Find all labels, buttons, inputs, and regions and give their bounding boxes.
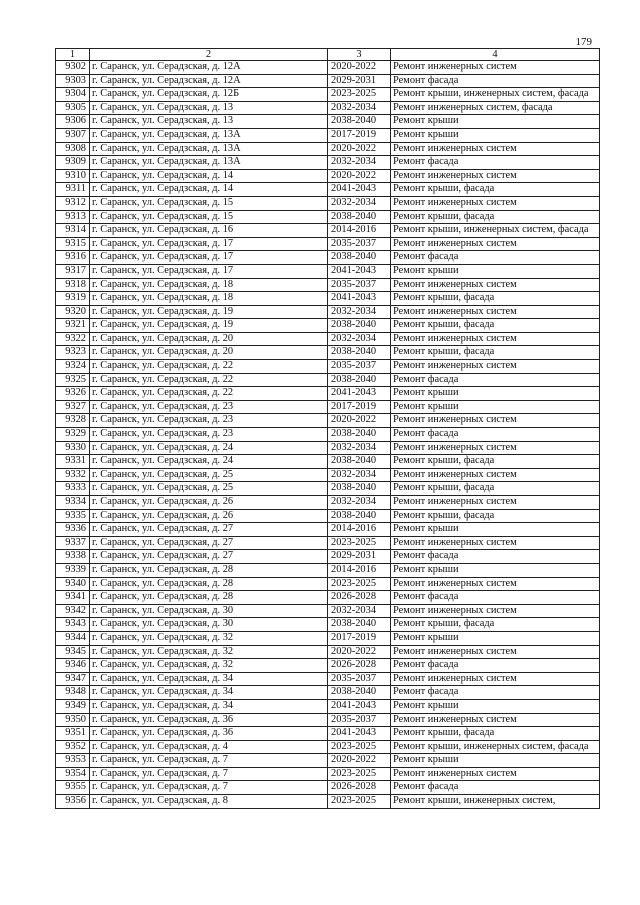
work-type-cell: Ремонт инженерных систем bbox=[391, 237, 600, 251]
address-cell: г. Саранск, ул. Серадзская, д. 27 bbox=[90, 550, 328, 564]
table-row bbox=[56, 373, 600, 387]
table-row bbox=[56, 428, 600, 442]
work-type-cell: Ремонт инженерных систем bbox=[391, 496, 600, 510]
row-number-cell: 9353 bbox=[56, 754, 90, 768]
row-number-cell: 9338 bbox=[56, 550, 90, 564]
address-cell: г. Саранск, ул. Серадзская, д. 30 bbox=[90, 604, 328, 618]
period-cell: 2038-2040 bbox=[328, 115, 391, 129]
address-cell: г. Саранск, ул. Серадзская, д. 27 bbox=[90, 523, 328, 537]
work-type-cell: Ремонт инженерных систем bbox=[391, 536, 600, 550]
table-row bbox=[56, 482, 600, 496]
table-row bbox=[56, 292, 600, 306]
row-number-cell: 9342 bbox=[56, 604, 90, 618]
period-cell: 2041-2043 bbox=[328, 727, 391, 741]
row-number-cell: 9318 bbox=[56, 278, 90, 292]
row-number-cell: 9310 bbox=[56, 169, 90, 183]
row-number-cell: 9356 bbox=[56, 795, 90, 809]
work-type-cell: Ремонт крыши, инженерных систем, bbox=[391, 795, 600, 809]
period-cell: 2026-2028 bbox=[328, 591, 391, 605]
row-number-cell: 9303 bbox=[56, 74, 90, 88]
work-type-cell: Ремонт фасада bbox=[391, 550, 600, 564]
row-number-cell: 9345 bbox=[56, 645, 90, 659]
work-type-cell: Ремонт инженерных систем bbox=[391, 278, 600, 292]
period-cell: 2023-2025 bbox=[328, 795, 391, 809]
address-cell: г. Саранск, ул. Серадзская, д. 27 bbox=[90, 536, 328, 550]
address-cell: г. Саранск, ул. Серадзская, д. 23 bbox=[90, 400, 328, 414]
period-cell: 2023-2025 bbox=[328, 577, 391, 591]
period-cell: 2020-2022 bbox=[328, 754, 391, 768]
work-type-cell: Ремонт фасада bbox=[391, 659, 600, 673]
row-number-cell: 9354 bbox=[56, 767, 90, 781]
table-row bbox=[56, 563, 600, 577]
column-header-3: 3 bbox=[328, 49, 391, 61]
row-number-cell: 9316 bbox=[56, 251, 90, 265]
period-cell: 2023-2025 bbox=[328, 536, 391, 550]
row-number-cell: 9329 bbox=[56, 428, 90, 442]
work-type-cell: Ремонт инженерных систем bbox=[391, 767, 600, 781]
table-row bbox=[56, 183, 600, 197]
work-type-cell: Ремонт инженерных систем bbox=[391, 169, 600, 183]
column-header-4: 4 bbox=[391, 49, 600, 61]
work-type-cell: Ремонт крыши bbox=[391, 699, 600, 713]
period-cell: 2038-2040 bbox=[328, 373, 391, 387]
table-row bbox=[56, 210, 600, 224]
row-number-cell: 9305 bbox=[56, 101, 90, 115]
address-cell: г. Саранск, ул. Серадзская, д. 13А bbox=[90, 142, 328, 156]
address-cell: г. Саранск, ул. Серадзская, д. 36 bbox=[90, 713, 328, 727]
work-type-cell: Ремонт фасада bbox=[391, 686, 600, 700]
work-type-cell: Ремонт фасада bbox=[391, 428, 600, 442]
address-cell: г. Саранск, ул. Серадзская, д. 19 bbox=[90, 305, 328, 319]
row-number-cell: 9306 bbox=[56, 115, 90, 129]
work-type-cell: Ремонт инженерных систем bbox=[391, 713, 600, 727]
work-type-cell: Ремонт крыши bbox=[391, 115, 600, 129]
row-number-cell: 9312 bbox=[56, 196, 90, 210]
work-type-cell: Ремонт крыши, инженерных систем, фасада bbox=[391, 224, 600, 238]
work-type-cell: Ремонт крыши bbox=[391, 563, 600, 577]
table-header-row bbox=[56, 49, 600, 61]
row-number-cell: 9331 bbox=[56, 455, 90, 469]
address-cell: г. Саранск, ул. Серадзская, д. 15 bbox=[90, 210, 328, 224]
period-cell: 2032-2034 bbox=[328, 441, 391, 455]
period-cell: 2020-2022 bbox=[328, 61, 391, 75]
address-cell: г. Саранск, ул. Серадзская, д. 36 bbox=[90, 727, 328, 741]
table-row bbox=[56, 156, 600, 170]
period-cell: 2041-2043 bbox=[328, 699, 391, 713]
period-cell: 2035-2037 bbox=[328, 713, 391, 727]
table-row bbox=[56, 387, 600, 401]
work-type-cell: Ремонт инженерных систем bbox=[391, 672, 600, 686]
work-type-cell: Ремонт инженерных систем bbox=[391, 645, 600, 659]
row-number-cell: 9328 bbox=[56, 414, 90, 428]
row-number-cell: 9314 bbox=[56, 224, 90, 238]
address-cell: г. Саранск, ул. Серадзская, д. 34 bbox=[90, 672, 328, 686]
address-cell: г. Саранск, ул. Серадзская, д. 8 bbox=[90, 795, 328, 809]
address-cell: г. Саранск, ул. Серадзская, д. 16 bbox=[90, 224, 328, 238]
address-cell: г. Саранск, ул. Серадзская, д. 30 bbox=[90, 618, 328, 632]
row-number-cell: 9333 bbox=[56, 482, 90, 496]
period-cell: 2038-2040 bbox=[328, 618, 391, 632]
table-row bbox=[56, 61, 600, 75]
period-cell: 2041-2043 bbox=[328, 183, 391, 197]
address-cell: г. Саранск, ул. Серадзская, д. 34 bbox=[90, 699, 328, 713]
address-cell: г. Саранск, ул. Серадзская, д. 7 bbox=[90, 767, 328, 781]
address-cell: г. Саранск, ул. Серадзская, д. 13 bbox=[90, 101, 328, 115]
table-row bbox=[56, 767, 600, 781]
period-cell: 2041-2043 bbox=[328, 387, 391, 401]
address-cell: г. Саранск, ул. Серадзская, д. 22 bbox=[90, 360, 328, 374]
row-number-cell: 9341 bbox=[56, 591, 90, 605]
table-row bbox=[56, 400, 600, 414]
period-cell: 2035-2037 bbox=[328, 360, 391, 374]
row-number-cell: 9330 bbox=[56, 441, 90, 455]
table-row bbox=[56, 455, 600, 469]
table-row bbox=[56, 142, 600, 156]
period-cell: 2032-2034 bbox=[328, 196, 391, 210]
row-number-cell: 9337 bbox=[56, 536, 90, 550]
table-row bbox=[56, 237, 600, 251]
work-type-cell: Ремонт крыши bbox=[391, 264, 600, 278]
period-cell: 2041-2043 bbox=[328, 264, 391, 278]
table-row bbox=[56, 795, 600, 809]
work-type-cell: Ремонт крыши, фасада bbox=[391, 292, 600, 306]
address-cell: г. Саранск, ул. Серадзская, д. 12А bbox=[90, 74, 328, 88]
period-cell: 2020-2022 bbox=[328, 645, 391, 659]
work-type-cell: Ремонт инженерных систем bbox=[391, 360, 600, 374]
work-type-cell: Ремонт инженерных систем bbox=[391, 61, 600, 75]
table-row bbox=[56, 305, 600, 319]
address-cell: г. Саранск, ул. Серадзская, д. 28 bbox=[90, 563, 328, 577]
row-number-cell: 9346 bbox=[56, 659, 90, 673]
period-cell: 2020-2022 bbox=[328, 142, 391, 156]
table-row bbox=[56, 169, 600, 183]
period-cell: 2035-2037 bbox=[328, 278, 391, 292]
row-number-cell: 9336 bbox=[56, 523, 90, 537]
row-number-cell: 9326 bbox=[56, 387, 90, 401]
work-type-cell: Ремонт крыши bbox=[391, 387, 600, 401]
work-type-cell: Ремонт крыши, фасада bbox=[391, 210, 600, 224]
address-cell: г. Саранск, ул. Серадзская, д. 18 bbox=[90, 278, 328, 292]
address-cell: г. Саранск, ул. Серадзская, д. 4 bbox=[90, 740, 328, 754]
table-body bbox=[56, 49, 600, 809]
table-row bbox=[56, 727, 600, 741]
work-type-cell: Ремонт инженерных систем bbox=[391, 414, 600, 428]
address-cell: г. Саранск, ул. Серадзская, д. 25 bbox=[90, 468, 328, 482]
row-number-cell: 9344 bbox=[56, 631, 90, 645]
table-row bbox=[56, 645, 600, 659]
work-type-cell: Ремонт крыши, инженерных систем, фасада bbox=[391, 88, 600, 102]
address-cell: г. Саранск, ул. Серадзская, д. 23 bbox=[90, 428, 328, 442]
address-cell: г. Саранск, ул. Серадзская, д. 7 bbox=[90, 754, 328, 768]
table-row bbox=[56, 686, 600, 700]
work-type-cell: Ремонт инженерных систем bbox=[391, 142, 600, 156]
address-cell: г. Саранск, ул. Серадзская, д. 26 bbox=[90, 509, 328, 523]
period-cell: 2041-2043 bbox=[328, 292, 391, 306]
address-cell: г. Саранск, ул. Серадзская, д. 23 bbox=[90, 414, 328, 428]
address-cell: г. Саранск, ул. Серадзская, д. 32 bbox=[90, 631, 328, 645]
work-type-cell: Ремонт инженерных систем, фасада bbox=[391, 101, 600, 115]
address-cell: г. Саранск, ул. Серадзская, д. 14 bbox=[90, 183, 328, 197]
table-row bbox=[56, 577, 600, 591]
address-cell: г. Саранск, ул. Серадзская, д. 13 bbox=[90, 115, 328, 129]
address-cell: г. Саранск, ул. Серадзская, д. 26 bbox=[90, 496, 328, 510]
row-number-cell: 9350 bbox=[56, 713, 90, 727]
table-row bbox=[56, 88, 600, 102]
table-row bbox=[56, 468, 600, 482]
work-type-cell: Ремонт крыши, фасада bbox=[391, 346, 600, 360]
table-row bbox=[56, 264, 600, 278]
address-cell: г. Саранск, ул. Серадзская, д. 22 bbox=[90, 387, 328, 401]
work-type-cell: Ремонт крыши, фасада bbox=[391, 455, 600, 469]
row-number-cell: 9315 bbox=[56, 237, 90, 251]
period-cell: 2032-2034 bbox=[328, 496, 391, 510]
period-cell: 2029-2031 bbox=[328, 550, 391, 564]
work-type-cell: Ремонт крыши bbox=[391, 754, 600, 768]
address-cell: г. Саранск, ул. Серадзская, д. 20 bbox=[90, 332, 328, 346]
work-type-cell: Ремонт фасада bbox=[391, 373, 600, 387]
row-number-cell: 9304 bbox=[56, 88, 90, 102]
table-row bbox=[56, 781, 600, 795]
period-cell: 2032-2034 bbox=[328, 305, 391, 319]
period-cell: 2023-2025 bbox=[328, 740, 391, 754]
table-row bbox=[56, 550, 600, 564]
period-cell: 2026-2028 bbox=[328, 659, 391, 673]
work-type-cell: Ремонт инженерных систем bbox=[391, 441, 600, 455]
address-cell: г. Саранск, ул. Серадзская, д. 12Б bbox=[90, 88, 328, 102]
address-cell: г. Саранск, ул. Серадзская, д. 28 bbox=[90, 591, 328, 605]
table-row bbox=[56, 754, 600, 768]
period-cell: 2023-2025 bbox=[328, 767, 391, 781]
page-number: 179 bbox=[575, 36, 592, 48]
row-number-cell: 9317 bbox=[56, 264, 90, 278]
work-type-cell: Ремонт инженерных систем bbox=[391, 305, 600, 319]
repair-schedule-table bbox=[55, 48, 600, 809]
table-row bbox=[56, 414, 600, 428]
table-row bbox=[56, 496, 600, 510]
address-cell: г. Саранск, ул. Серадзская, д. 34 bbox=[90, 686, 328, 700]
table-row bbox=[56, 441, 600, 455]
period-cell: 2038-2040 bbox=[328, 686, 391, 700]
work-type-cell: Ремонт крыши, фасада bbox=[391, 482, 600, 496]
row-number-cell: 9334 bbox=[56, 496, 90, 510]
period-cell: 2029-2031 bbox=[328, 74, 391, 88]
row-number-cell: 9321 bbox=[56, 319, 90, 333]
period-cell: 2038-2040 bbox=[328, 509, 391, 523]
address-cell: г. Саранск, ул. Серадзская, д. 12А bbox=[90, 61, 328, 75]
address-cell: г. Саранск, ул. Серадзская, д. 19 bbox=[90, 319, 328, 333]
table-row bbox=[56, 224, 600, 238]
period-cell: 2020-2022 bbox=[328, 169, 391, 183]
table-row bbox=[56, 631, 600, 645]
table-row bbox=[56, 672, 600, 686]
period-cell: 2014-2016 bbox=[328, 523, 391, 537]
address-cell: г. Саранск, ул. Серадзская, д. 20 bbox=[90, 346, 328, 360]
row-number-cell: 9340 bbox=[56, 577, 90, 591]
table-row bbox=[56, 74, 600, 88]
period-cell: 2017-2019 bbox=[328, 128, 391, 142]
row-number-cell: 9307 bbox=[56, 128, 90, 142]
period-cell: 2038-2040 bbox=[328, 428, 391, 442]
work-type-cell: Ремонт фасада bbox=[391, 156, 600, 170]
work-type-cell: Ремонт фасада bbox=[391, 591, 600, 605]
row-number-cell: 9302 bbox=[56, 61, 90, 75]
address-cell: г. Саранск, ул. Серадзская, д. 14 bbox=[90, 169, 328, 183]
period-cell: 2017-2019 bbox=[328, 631, 391, 645]
row-number-cell: 9347 bbox=[56, 672, 90, 686]
table-row bbox=[56, 604, 600, 618]
period-cell: 2032-2034 bbox=[328, 101, 391, 115]
row-number-cell: 9351 bbox=[56, 727, 90, 741]
table-row bbox=[56, 523, 600, 537]
period-cell: 2035-2037 bbox=[328, 672, 391, 686]
table-row bbox=[56, 251, 600, 265]
work-type-cell: Ремонт инженерных систем bbox=[391, 577, 600, 591]
table-row bbox=[56, 346, 600, 360]
work-type-cell: Ремонт инженерных систем bbox=[391, 196, 600, 210]
row-number-cell: 9332 bbox=[56, 468, 90, 482]
period-cell: 2032-2034 bbox=[328, 156, 391, 170]
row-number-cell: 9309 bbox=[56, 156, 90, 170]
work-type-cell: Ремонт инженерных систем bbox=[391, 604, 600, 618]
period-cell: 2032-2034 bbox=[328, 332, 391, 346]
work-type-cell: Ремонт крыши bbox=[391, 400, 600, 414]
table-row bbox=[56, 699, 600, 713]
period-cell: 2038-2040 bbox=[328, 455, 391, 469]
row-number-cell: 9339 bbox=[56, 563, 90, 577]
table-row bbox=[56, 618, 600, 632]
row-number-cell: 9325 bbox=[56, 373, 90, 387]
column-header-2: 2 bbox=[90, 49, 328, 61]
address-cell: г. Саранск, ул. Серадзская, д. 13А bbox=[90, 128, 328, 142]
address-cell: г. Саранск, ул. Серадзская, д. 15 bbox=[90, 196, 328, 210]
row-number-cell: 9349 bbox=[56, 699, 90, 713]
row-number-cell: 9348 bbox=[56, 686, 90, 700]
period-cell: 2023-2025 bbox=[328, 88, 391, 102]
row-number-cell: 9322 bbox=[56, 332, 90, 346]
row-number-cell: 9320 bbox=[56, 305, 90, 319]
work-type-cell: Ремонт фасада bbox=[391, 781, 600, 795]
row-number-cell: 9335 bbox=[56, 509, 90, 523]
period-cell: 2038-2040 bbox=[328, 251, 391, 265]
row-number-cell: 9327 bbox=[56, 400, 90, 414]
address-cell: г. Саранск, ул. Серадзская, д. 17 bbox=[90, 237, 328, 251]
table-row bbox=[56, 128, 600, 142]
table-row bbox=[56, 659, 600, 673]
table-row bbox=[56, 115, 600, 129]
address-cell: г. Саранск, ул. Серадзская, д. 25 bbox=[90, 482, 328, 496]
address-cell: г. Саранск, ул. Серадзская, д. 13А bbox=[90, 156, 328, 170]
table-row bbox=[56, 101, 600, 115]
row-number-cell: 9352 bbox=[56, 740, 90, 754]
column-header-1: 1 bbox=[56, 49, 90, 61]
table-row bbox=[56, 196, 600, 210]
period-cell: 2026-2028 bbox=[328, 781, 391, 795]
table-row bbox=[56, 740, 600, 754]
address-cell: г. Саранск, ул. Серадзская, д. 18 bbox=[90, 292, 328, 306]
row-number-cell: 9308 bbox=[56, 142, 90, 156]
row-number-cell: 9324 bbox=[56, 360, 90, 374]
period-cell: 2038-2040 bbox=[328, 319, 391, 333]
period-cell: 2014-2016 bbox=[328, 224, 391, 238]
work-type-cell: Ремонт крыши bbox=[391, 523, 600, 537]
work-type-cell: Ремонт фасада bbox=[391, 251, 600, 265]
table-row bbox=[56, 536, 600, 550]
address-cell: г. Саранск, ул. Серадзская, д. 17 bbox=[90, 264, 328, 278]
work-type-cell: Ремонт крыши bbox=[391, 631, 600, 645]
address-cell: г. Саранск, ул. Серадзская, д. 7 bbox=[90, 781, 328, 795]
work-type-cell: Ремонт крыши, фасада bbox=[391, 618, 600, 632]
table-row bbox=[56, 278, 600, 292]
work-type-cell: Ремонт крыши, инженерных систем, фасада bbox=[391, 740, 600, 754]
address-cell: г. Саранск, ул. Серадзская, д. 24 bbox=[90, 441, 328, 455]
period-cell: 2014-2016 bbox=[328, 563, 391, 577]
work-type-cell: Ремонт крыши, фасада bbox=[391, 509, 600, 523]
work-type-cell: Ремонт инженерных систем bbox=[391, 468, 600, 482]
work-type-cell: Ремонт инженерных систем bbox=[391, 332, 600, 346]
address-cell: г. Саранск, ул. Серадзская, д. 32 bbox=[90, 659, 328, 673]
address-cell: г. Саранск, ул. Серадзская, д. 22 bbox=[90, 373, 328, 387]
table-row bbox=[56, 591, 600, 605]
period-cell: 2038-2040 bbox=[328, 482, 391, 496]
address-cell: г. Саранск, ул. Серадзская, д. 28 bbox=[90, 577, 328, 591]
row-number-cell: 9343 bbox=[56, 618, 90, 632]
address-cell: г. Саранск, ул. Серадзская, д. 17 bbox=[90, 251, 328, 265]
row-number-cell: 9355 bbox=[56, 781, 90, 795]
table-row bbox=[56, 332, 600, 346]
row-number-cell: 9311 bbox=[56, 183, 90, 197]
row-number-cell: 9319 bbox=[56, 292, 90, 306]
period-cell: 2017-2019 bbox=[328, 400, 391, 414]
table-row bbox=[56, 713, 600, 727]
period-cell: 2032-2034 bbox=[328, 468, 391, 482]
row-number-cell: 9313 bbox=[56, 210, 90, 224]
period-cell: 2035-2037 bbox=[328, 237, 391, 251]
row-number-cell: 9323 bbox=[56, 346, 90, 360]
period-cell: 2032-2034 bbox=[328, 604, 391, 618]
table-row bbox=[56, 319, 600, 333]
period-cell: 2020-2022 bbox=[328, 414, 391, 428]
table-row bbox=[56, 509, 600, 523]
period-cell: 2038-2040 bbox=[328, 210, 391, 224]
table-row bbox=[56, 360, 600, 374]
address-cell: г. Саранск, ул. Серадзская, д. 24 bbox=[90, 455, 328, 469]
work-type-cell: Ремонт фасада bbox=[391, 74, 600, 88]
period-cell: 2038-2040 bbox=[328, 346, 391, 360]
work-type-cell: Ремонт крыши, фасада bbox=[391, 183, 600, 197]
work-type-cell: Ремонт крыши bbox=[391, 128, 600, 142]
address-cell: г. Саранск, ул. Серадзская, д. 32 bbox=[90, 645, 328, 659]
work-type-cell: Ремонт крыши, фасада bbox=[391, 727, 600, 741]
work-type-cell: Ремонт крыши, фасада bbox=[391, 319, 600, 333]
